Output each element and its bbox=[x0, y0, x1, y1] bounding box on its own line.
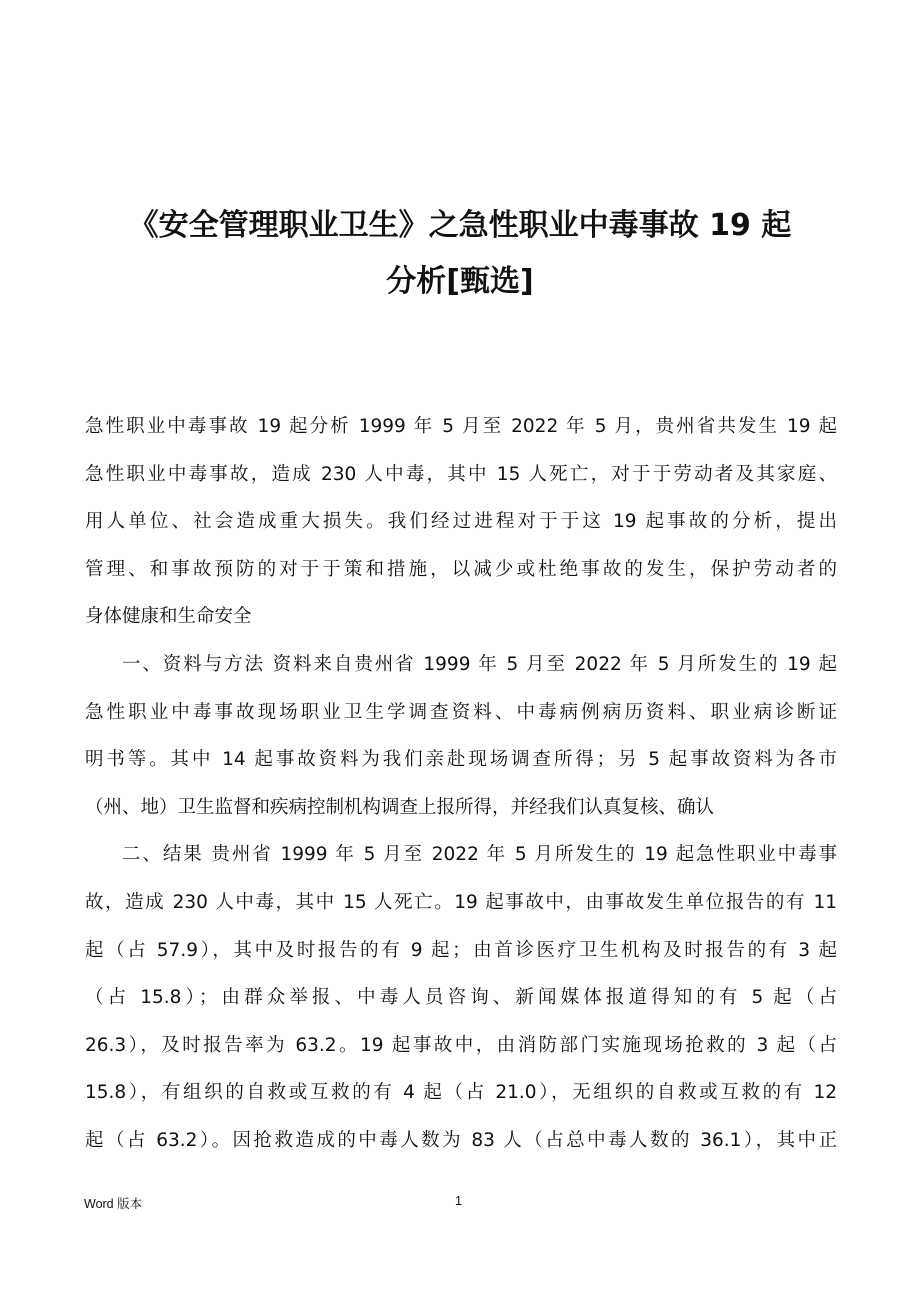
text-line: 用人单位、社会造成重大损失。我们经过进程对于于这 19 起事故的分析，提出 bbox=[85, 511, 837, 533]
text-line: 明书等。其中 14 起事故资料为我们亲赴现场调查所得；另 5 起事故资料为各市 bbox=[85, 749, 837, 771]
text-line: 管理、和事故预防的对于于策和措施，以减少或杜绝事故的发生，保护劳动者的 bbox=[85, 558, 837, 580]
text-line: （州、地）卫生监督和疾病控制机构调查上报所得，并经我们认真复核、确认 bbox=[85, 796, 715, 818]
text-line: 15.8），有组织的自救或互救的有 4 起（占 21.0），无组织的自救或互救的有 12 bbox=[85, 1082, 837, 1104]
text-line: 一、资料与方法 资料来自贵州省 1999 年 5 月至 2022 年 5 月所发生的 19 起 bbox=[122, 653, 837, 675]
text-line: （占 15.8）；由群众举报、中毒人员咨询、新闻媒体报道得知的有 5 起（占 bbox=[85, 987, 837, 1009]
text-line: 故，造成 230 人中毒，其中 15 人死亡。19 起事故中，由事故发生单位报告的有 11 bbox=[85, 891, 837, 913]
text-line: 急性职业中毒事故现场职业卫生学调查资料、中毒病例病历资料、职业病诊断证 bbox=[85, 701, 837, 723]
document-title bbox=[60, 198, 860, 310]
document-body bbox=[85, 403, 837, 1165]
paragraph-intro bbox=[85, 403, 837, 641]
text-line: 26.3），及时报告率为 63.2。19 起事故中，由消防部门实施现场抢救的 3 起（占 bbox=[85, 1034, 837, 1056]
footer-label: Word 版本 bbox=[84, 1197, 143, 1211]
text-line: 急性职业中毒事故 19 起分析 1999 年 5 月至 2022 年 5 月，贵州省共发生 19 起 bbox=[85, 416, 837, 437]
paragraph-results bbox=[85, 831, 837, 1164]
text-line: 身体健康和生命安全 bbox=[85, 606, 252, 628]
text-line: 起（占 57.9），其中及时报告的有 9 起；由首诊医疗卫生机构及时报告的有 3 起 bbox=[85, 939, 837, 961]
text-line: 起（占 63.2）。因抢救造成的中毒人数为 83 人（占总中毒人数的 36.1），其中正 bbox=[85, 1129, 837, 1151]
page-number: 1 bbox=[455, 1194, 462, 1208]
title-line-2: 分析[甄选] bbox=[386, 264, 534, 299]
text-line: 二、结果 贵州省 1999 年 5 月至 2022 年 5 月所发生的 19 起急性职业中毒事 bbox=[122, 844, 837, 866]
title-line-1: 《安全管理职业卫生》之急性职业中毒事故 19 起 bbox=[128, 208, 792, 243]
paragraph-materials-methods bbox=[85, 641, 837, 831]
text-line: 急性职业中毒事故，造成 230 人中毒，其中 15 人死亡，对于于劳动者及其家庭、 bbox=[85, 463, 837, 485]
